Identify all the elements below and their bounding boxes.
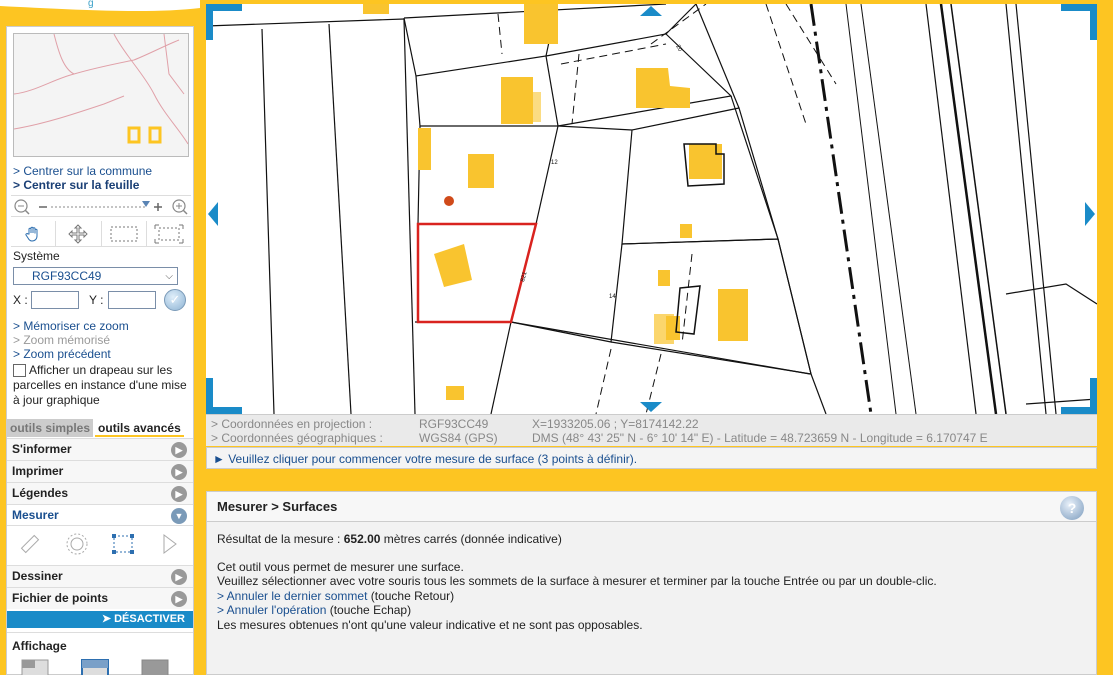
arrow-right-icon: ➤ (101, 613, 115, 625)
measure-result (217, 532, 1086, 547)
zoom-box-icon[interactable] (102, 221, 147, 246)
system-select-value: RGF93CC49 (32, 269, 102, 283)
measure-panel (206, 491, 1097, 675)
tab-simple-tools[interactable]: outils simples (7, 419, 93, 437)
undo-last-key: (touche Retour) (367, 588, 455, 603)
display-section (7, 632, 193, 675)
layer-view-icon-3[interactable] (141, 659, 169, 675)
projection-system: RGF93CC49 (419, 417, 489, 431)
svg-text:12: 12 (551, 160, 558, 166)
projection-value: X=1933205.06 ; Y=8174142.22 (532, 417, 699, 431)
system-label: Système (13, 249, 60, 263)
info-line: Veuillez sélectionner avec votre souris tous les sommets de la surface à mesurer et terminer par la touche Entrée ou par un double-clic. (217, 574, 937, 588)
ruler-icon[interactable] (7, 526, 54, 561)
result-prefix: Résultat de la mesure : (217, 532, 344, 546)
menu-mesurer[interactable] (7, 504, 193, 526)
arrow-right-icon: ▶ (171, 464, 187, 480)
cancel-operation-link[interactable]: > Annuler l'opération (217, 603, 327, 617)
layer-view-icon-2[interactable] (81, 659, 109, 675)
arrow-right-icon: ▶ (171, 486, 187, 502)
display-title: Affichage (12, 639, 67, 653)
svg-text:14: 14 (609, 294, 616, 300)
pan-hand-icon[interactable] (11, 221, 56, 246)
layer-view-icon-1[interactable] (21, 659, 49, 675)
left-panel (6, 26, 194, 675)
svg-text:20: 20 (674, 44, 683, 53)
menu-legendes[interactable] (7, 482, 193, 504)
menu-fichier-points[interactable] (7, 587, 193, 609)
arrow-right-icon: ▶ (171, 591, 187, 607)
save-zoom-link[interactable]: > Mémoriser ce zoom (13, 319, 129, 333)
menu-imprimer[interactable] (7, 460, 193, 482)
arrow-right-icon: ▶ (171, 569, 187, 585)
tool-tabs (7, 419, 195, 437)
validate-coords-button[interactable] (164, 289, 186, 311)
deactivate-button[interactable] (7, 611, 193, 628)
menu-label: Imprimer (12, 464, 64, 478)
surface-measure-icon[interactable] (100, 526, 147, 561)
help-icon[interactable]: ? (1060, 496, 1084, 520)
geographic-label: > Coordonnées géographiques : (211, 431, 383, 445)
panel-header (207, 492, 1096, 522)
cancel-operation-key: (touche Echap) (326, 603, 412, 617)
geographic-value: DMS (48° 43' 25" N - 6° 10' 14" E) - Latitude = 48.723659 N - Longitude = 6.170747 E (532, 431, 988, 445)
tab-advanced-tools[interactable]: outils avancés (95, 419, 184, 437)
geographic-system: WGS84 (GPS) (419, 431, 498, 445)
result-value: 652.00 (343, 532, 381, 546)
center-sheet-link[interactable]: > Centrer sur la feuille (13, 178, 140, 192)
menu-label: Mesurer (12, 508, 59, 522)
svg-text:g: g (88, 0, 94, 9)
info-line: Cet outil vous permet de mesurer une surface. (217, 559, 464, 574)
cadastre-map[interactable] (206, 4, 1097, 414)
info-line: Les mesures obtenues n'ont qu'une valeur indicative et ne sont pas opposables. (217, 617, 643, 632)
previous-zoom-link[interactable]: > Zoom précédent (13, 347, 111, 361)
result-suffix: mètres carrés (donnée indicative) (380, 532, 562, 546)
map-tools (11, 221, 191, 247)
zoom-extent-icon[interactable] (147, 221, 191, 246)
angle-measure-icon[interactable] (147, 526, 194, 561)
system-select[interactable] (13, 267, 178, 285)
zoom-slider[interactable] (11, 195, 191, 217)
check-icon: ✓ (169, 292, 181, 307)
panel-body (207, 522, 1096, 640)
undo-last-vertex-link[interactable]: > Annuler le dernier sommet (217, 588, 368, 603)
svg-text:821: 821 (520, 271, 529, 283)
center-commune-link[interactable]: > Centrer sur la commune (13, 164, 153, 178)
y-input[interactable] (108, 291, 156, 309)
circle-measure-icon[interactable] (54, 526, 101, 561)
logo-curve (0, 0, 200, 20)
chevron-down-icon: ⌵ (165, 271, 173, 282)
projection-label: > Coordonnées en projection : (211, 417, 373, 431)
overview-minimap[interactable] (13, 33, 189, 157)
menu-label: S'informer (12, 442, 72, 456)
coordinates-bar (206, 414, 1097, 446)
menu-label: Dessiner (12, 569, 63, 583)
panel-title: Mesurer > Surfaces (217, 499, 338, 514)
menu-label: Légendes (12, 486, 69, 500)
flag-checkbox-label: Afficher un drapeau sur les parcelles en instance d'une mise à jour graphique (13, 363, 187, 407)
deactivate-label: DÉSACTIVER (114, 613, 185, 625)
saved-zoom-link[interactable]: > Zoom mémorisé (13, 333, 111, 347)
x-label: X : (13, 293, 28, 307)
y-label: Y : (89, 293, 104, 307)
x-input[interactable] (31, 291, 79, 309)
measure-hint: ► Veuillez cliquer pour commencer votre mesure de surface (3 points à définir). (206, 447, 1097, 469)
menu-dessiner[interactable] (7, 565, 193, 587)
arrow-down-icon: ▼ (171, 508, 187, 524)
menu-label: Fichier de points (12, 591, 109, 605)
arrow-right-icon: ▶ (171, 442, 187, 458)
menu-sinformer[interactable] (7, 438, 193, 460)
measure-tools (7, 525, 193, 561)
move-icon[interactable] (56, 221, 101, 246)
